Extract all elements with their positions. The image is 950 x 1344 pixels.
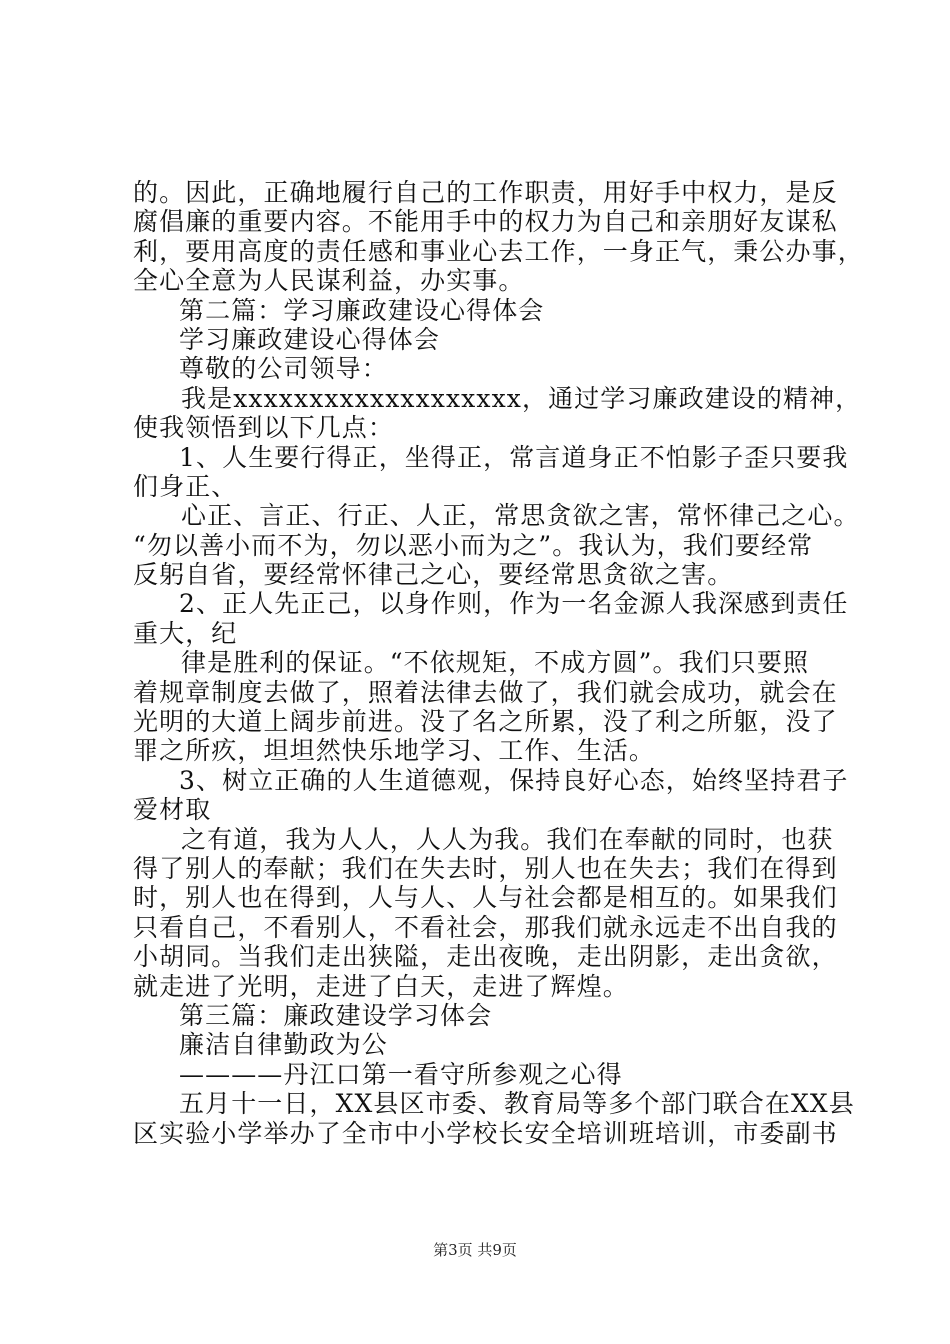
text-line: 罪之所疚，坦坦然快乐地学习、工作、生活。 (133, 736, 656, 766)
text-line: 五月十一日，XX县区市委、教育局等多个部门联合在XX县 (179, 1089, 855, 1119)
text-line: 得了别人的奉献；我们在失去时，别人也在失去；我们在得到 (133, 853, 838, 883)
document-body (133, 178, 864, 1148)
text-line: 律是胜利的保证。“不依规矩，不成方圆”。我们只要照 (181, 648, 810, 678)
text-line: 心正、言正、行正、人正，常思贪欲之害，常怀律己之心。 (181, 501, 860, 531)
text-line: 时，别人也在得到，人与人、人与社会都是相互的。如果我们 (133, 883, 838, 913)
text-line: 区实验小学举办了全市中小学校长安全培训班培训，市委副书 (133, 1118, 838, 1148)
text-line: 第二篇：学习廉政建设心得体会 (179, 295, 545, 325)
text-line: 小胡同。当我们走出狭隘，走出夜晚，走出阴影，走出贪欲， (133, 942, 838, 972)
text-line: 2、正人先正己，以身作则，作为一名金源人我深感到责任 (179, 589, 849, 619)
text-line: 只看自己，不看别人，不看社会，那我们就永远走不出自我的 (133, 912, 838, 942)
text-line: 的。因此，正确地履行自己的工作职责，用好手中权力，是反 (133, 178, 838, 207)
text-line: 重大，纪 (133, 618, 238, 648)
text-line: 就走进了光明，走进了白天，走进了辉煌。 (133, 971, 629, 1001)
text-line: 利，要用高度的责任感和事业心去工作，一身正气，秉公办事， (133, 236, 864, 266)
text-line: 学习廉政建设心得体会 (179, 324, 441, 354)
text-line: 全心全意为人民谋利益，办实事。 (133, 266, 525, 296)
page-footer: 第3页 共9页 (433, 1241, 517, 1259)
text-line: 我是xxxxxxxxxxxxxxxxxxx，通过学习廉政建设的精神， (181, 383, 862, 413)
text-line: 第三篇：廉政建设学习体会 (179, 1000, 493, 1030)
text-line: 反躬自省，要经常怀律己之心，要经常思贪欲之害。 (133, 560, 734, 590)
text-line: 使我领悟到以下几点： (133, 413, 395, 443)
text-line: 爱材取 (133, 795, 212, 825)
text-line: 3、树立正确的人生道德观，保持良好心态，始终坚持君子 (179, 765, 849, 795)
text-line: 之有道，我为人人，人人为我。我们在奉献的同时，也获 (181, 824, 834, 854)
text-line: 着规章制度去做了，照着法律去做了，我们就会成功，就会在 (133, 677, 838, 707)
text-line: 光明的大道上阔步前进。没了名之所累，没了利之所躯，没了 (133, 707, 838, 737)
text-line: 1、人生要行得正，坐得正，常言道身正不怕影子歪只要我 (179, 442, 849, 472)
text-line: 们身正、 (133, 471, 238, 501)
text-line: 腐倡廉的重要内容。不能用手中的权力为自己和亲朋好友谋私 (133, 207, 838, 237)
text-line: 尊敬的公司领导： (179, 354, 388, 384)
text-line: “勿以善小而不为，勿以恶小而为之”。我认为，我们要经常 (133, 530, 814, 560)
text-line: 廉洁自律勤政为公 (179, 1030, 388, 1060)
text-line: ————丹江口第一看守所参观之心得 (179, 1059, 623, 1089)
